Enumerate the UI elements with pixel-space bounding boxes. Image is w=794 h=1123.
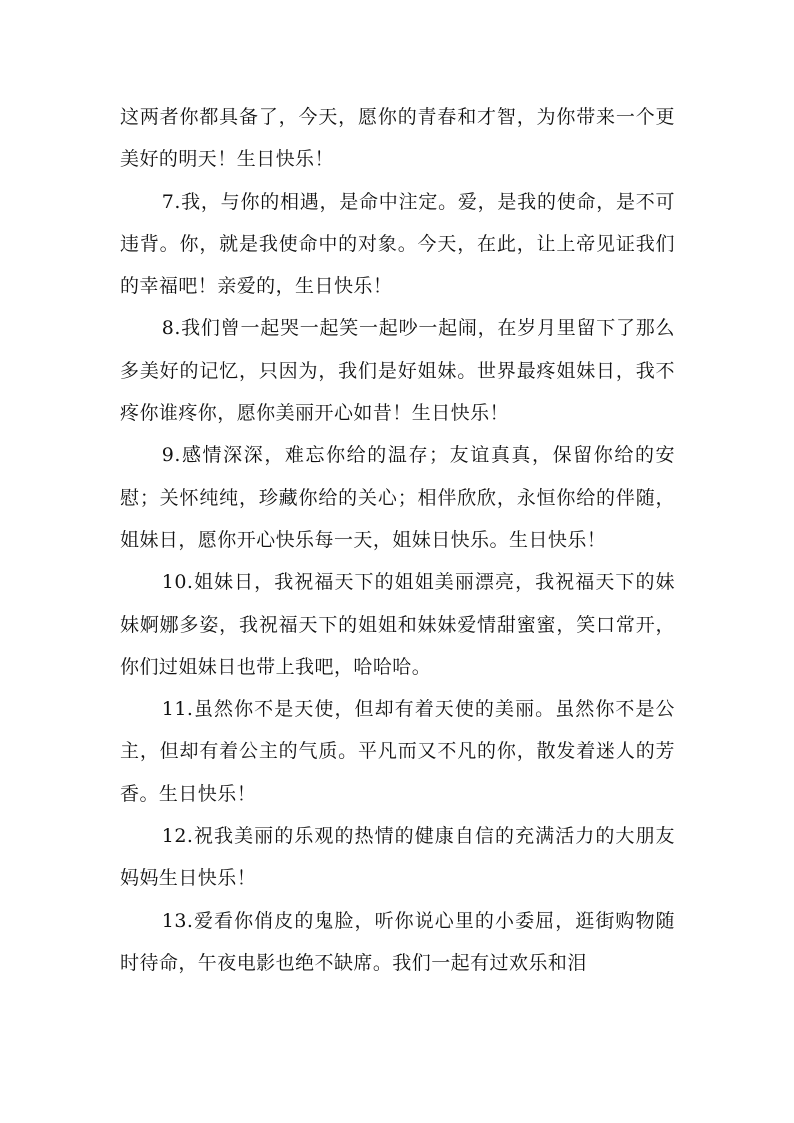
paragraph-10: 10.姐妹日，我祝福天下的姐姐美丽漂亮，我祝福天下的妹妹婀娜多姿，我祝福天下的姐姐和妹妹爱情甜蜜蜜，笑口常开，你们过姐妹日也带上我吧，哈哈哈。 — [120, 571, 675, 678]
paragraph-7: 7.我，与你的相遇，是命中注定。爱，是我的使命，是不可违背。你，就是我使命中的对象。今天，在此，让上帝见证我们的幸福吧！亲爱的，生日快乐！ — [120, 190, 675, 298]
paragraph-13: 13.爱看你俏皮的鬼脸，听你说心里的小委屈，逛街购物随时待命，午夜电影也绝不缺席。我们一起有过欢乐和泪 — [120, 909, 675, 974]
paragraph-continuation: 这两者你都具备了，今天，愿你的青春和才智，为你带来一个更美好的明天！生日快乐！ — [120, 106, 675, 171]
paragraph-12: 12.祝我美丽的乐观的热情的健康自信的充满活力的大朋友妈妈生日快乐！ — [120, 825, 675, 890]
paragraph-11: 11.虽然你不是天使，但却有着天使的美丽。虽然你不是公主，但却有着公主的气质。平凡而又不凡的你，散发着迷人的芳香。生日快乐！ — [120, 698, 675, 805]
paragraph-9: 9.感情深深，难忘你给的温存；友谊真真，保留你给的安慰；关怀纯纯，珍藏你给的关心；相伴欣欣，永恒你给的伴随，姐妹日，愿你开心快乐每一天，姐妹日快乐。生日快乐！ — [120, 444, 675, 551]
paragraph-8: 8.我们曾一起哭一起笑一起吵一起闹，在岁月里留下了那么多美好的记忆，只因为，我们是好姐妹。世界最疼姐妹日，我不疼你谁疼你，愿你美丽开心如昔！生日快乐！ — [120, 317, 675, 425]
document-body — [120, 96, 675, 984]
